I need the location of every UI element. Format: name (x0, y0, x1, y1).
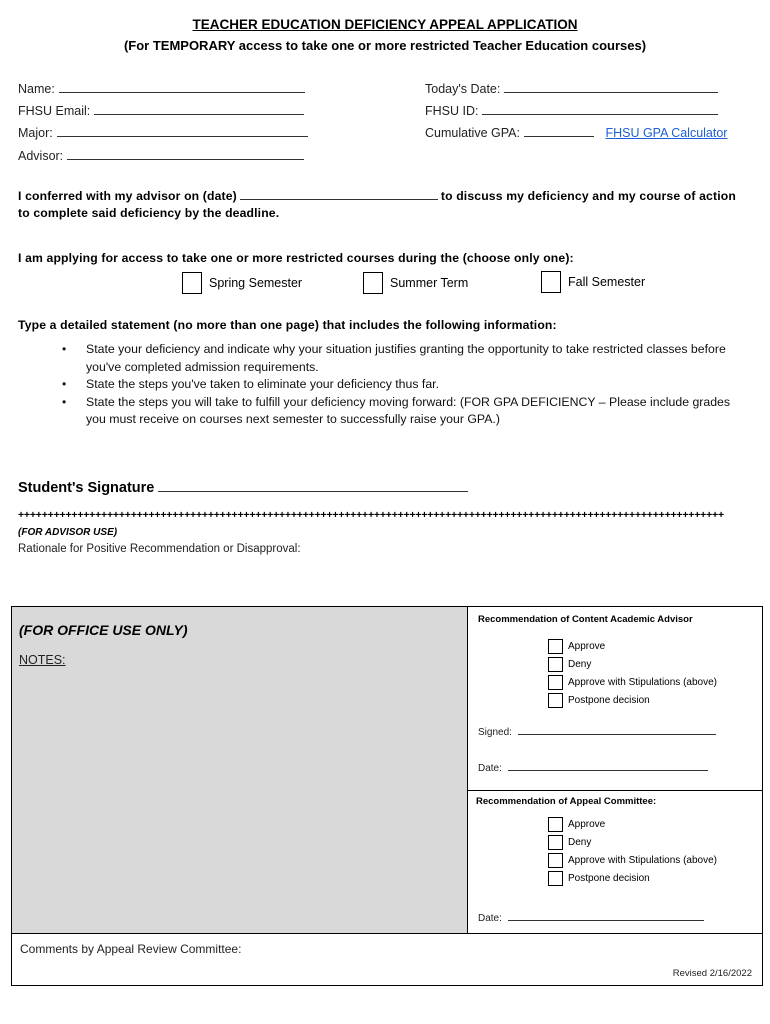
option-label: Postpone decision (568, 872, 650, 884)
stipulations-checkbox[interactable] (548, 853, 563, 868)
student-signature[interactable] (18, 478, 468, 496)
option-label: Approve with Stipulations (above) (568, 854, 717, 866)
rationale-label: Rationale for Positive Recommendation or Disapproval: (18, 543, 301, 555)
advisor-opt-postpone[interactable] (548, 691, 717, 709)
date-blank[interactable] (508, 761, 708, 771)
gpa-blank[interactable] (524, 125, 594, 137)
conferred-text-1: I conferred with my advisor on (date) (18, 189, 237, 203)
advisor-opt-stipulations[interactable] (548, 673, 717, 691)
name-label: Name: (18, 82, 55, 96)
revised-date: Revised 2/16/2022 (672, 968, 752, 979)
option-label: Approve (568, 818, 606, 830)
deny-checkbox[interactable] (548, 657, 563, 672)
postpone-checkbox[interactable] (548, 871, 563, 886)
advisor-opt-approve[interactable] (548, 637, 717, 655)
gpa-label: Cumulative GPA: (425, 126, 520, 140)
conferred-line2: to complete said deficiency by the deadline. (18, 206, 280, 220)
deny-checkbox[interactable] (548, 835, 563, 850)
committee-opt-deny[interactable] (548, 833, 717, 851)
committee-rec-heading: Recommendation of Appeal Committee: (476, 796, 657, 807)
id-label: FHSU ID: (425, 104, 479, 118)
name-blank[interactable] (59, 81, 305, 93)
date-blank[interactable] (504, 81, 718, 93)
summer-checkbox[interactable] (363, 272, 383, 294)
signed-label: Signed: (478, 727, 512, 738)
advisor-field[interactable] (18, 148, 304, 163)
email-blank[interactable] (94, 103, 304, 115)
conferred-date-blank[interactable] (240, 188, 438, 200)
bullet-item: • State your deficiency and indicate why your situation justifies granting the opportunity to take restricted classes before you've completed admission requirements. (62, 341, 752, 376)
bullet-item: • State the steps you will take to fulfill your deficiency moving forward: (FOR GPA DEFICIENCY – Please include grades you must receive on courses next semester to successfully raise your GPA.) (62, 394, 752, 429)
approve-checkbox[interactable] (548, 639, 563, 654)
option-label: Approve with Stipulations (above) (568, 676, 717, 688)
postpone-checkbox[interactable] (548, 693, 563, 708)
conferred-line1 (18, 188, 736, 203)
date-label: Date: (478, 763, 502, 774)
form-subtitle: (For TEMPORARY access to take one or more restricted Teacher Education courses) (123, 38, 647, 53)
statement-prompt: Type a detailed statement (no more than one page) that includes the following information: (18, 318, 557, 332)
spring-checkbox[interactable] (182, 272, 202, 294)
date-blank[interactable] (508, 911, 704, 921)
notes-label: NOTES: (19, 653, 66, 667)
signature-blank[interactable] (158, 478, 468, 492)
email-label: FHSU Email: (18, 104, 91, 118)
advisor-blank[interactable] (67, 148, 304, 160)
form-title: TEACHER EDUCATION DEFICIENCY APPEAL APPLICATION (192, 17, 578, 32)
option-label: Deny (568, 658, 592, 670)
approve-checkbox[interactable] (548, 817, 563, 832)
statement-bullets (62, 341, 752, 429)
fall-option[interactable] (541, 271, 645, 293)
committee-recommendation (468, 791, 762, 933)
office-use-title: (FOR OFFICE USE ONLY) (19, 622, 188, 638)
signature-label: Student's Signature (18, 480, 155, 496)
id-blank[interactable] (482, 103, 718, 115)
advisor-rec-heading: Recommendation of Content Academic Advisor (478, 614, 693, 625)
committee-date-field[interactable] (478, 911, 704, 924)
date-label: Date: (478, 913, 502, 924)
office-notes-panel (12, 607, 468, 933)
committee-opt-stipulations[interactable] (548, 851, 717, 869)
gpa-calculator-link[interactable]: FHSU GPA Calculator (605, 126, 728, 140)
major-field[interactable] (18, 125, 308, 140)
committee-rec-options (548, 815, 717, 887)
name-field[interactable] (18, 81, 305, 96)
option-label: Postpone decision (568, 694, 650, 706)
committee-opt-postpone[interactable] (548, 869, 717, 887)
semester-prompt: I am applying for access to take one or more restricted courses during the (choose only one): (18, 251, 574, 265)
advisor-signed-field[interactable] (478, 725, 716, 738)
fall-label: Fall Semester (568, 275, 646, 289)
office-use-table (11, 606, 763, 986)
comments-label: Comments by Appeal Review Committee: (20, 942, 242, 956)
option-label: Approve (568, 640, 606, 652)
major-blank[interactable] (57, 125, 308, 137)
summer-label: Summer Term (390, 276, 469, 290)
advisor-recommendation (468, 607, 762, 791)
conferred-text-2: to discuss my deficiency and my course of action (440, 189, 736, 203)
spring-option[interactable] (182, 272, 302, 294)
bullet-item: • State the steps you've taken to eliminate your deficiency thus far. (62, 376, 752, 394)
advisor-rec-options (548, 637, 717, 709)
signed-blank[interactable] (518, 725, 716, 735)
date-field[interactable] (425, 81, 718, 96)
separator-line: +++++++++++++++++++++++++++++++++++++++++++++++++++++++++++++++++++++++++++++++++++++++++++++++++++++++++++++++++++++++ (18, 509, 724, 521)
spring-label: Spring Semester (209, 276, 303, 290)
summer-option[interactable] (363, 272, 468, 294)
id-field[interactable] (425, 103, 718, 118)
stipulations-checkbox[interactable] (548, 675, 563, 690)
advisor-opt-deny[interactable] (548, 655, 717, 673)
fall-checkbox[interactable] (541, 271, 561, 293)
date-label: Today's Date: (425, 82, 501, 96)
gpa-field[interactable] (425, 125, 727, 140)
major-label: Major: (18, 126, 53, 140)
email-field[interactable] (18, 103, 304, 118)
advisor-label: Advisor: (18, 149, 64, 163)
option-label: Deny (568, 836, 592, 848)
committee-opt-approve[interactable] (548, 815, 717, 833)
advisor-use-label: (FOR ADVISOR USE) (18, 527, 118, 538)
comments-section[interactable] (12, 933, 762, 985)
advisor-date-field[interactable] (478, 761, 708, 774)
